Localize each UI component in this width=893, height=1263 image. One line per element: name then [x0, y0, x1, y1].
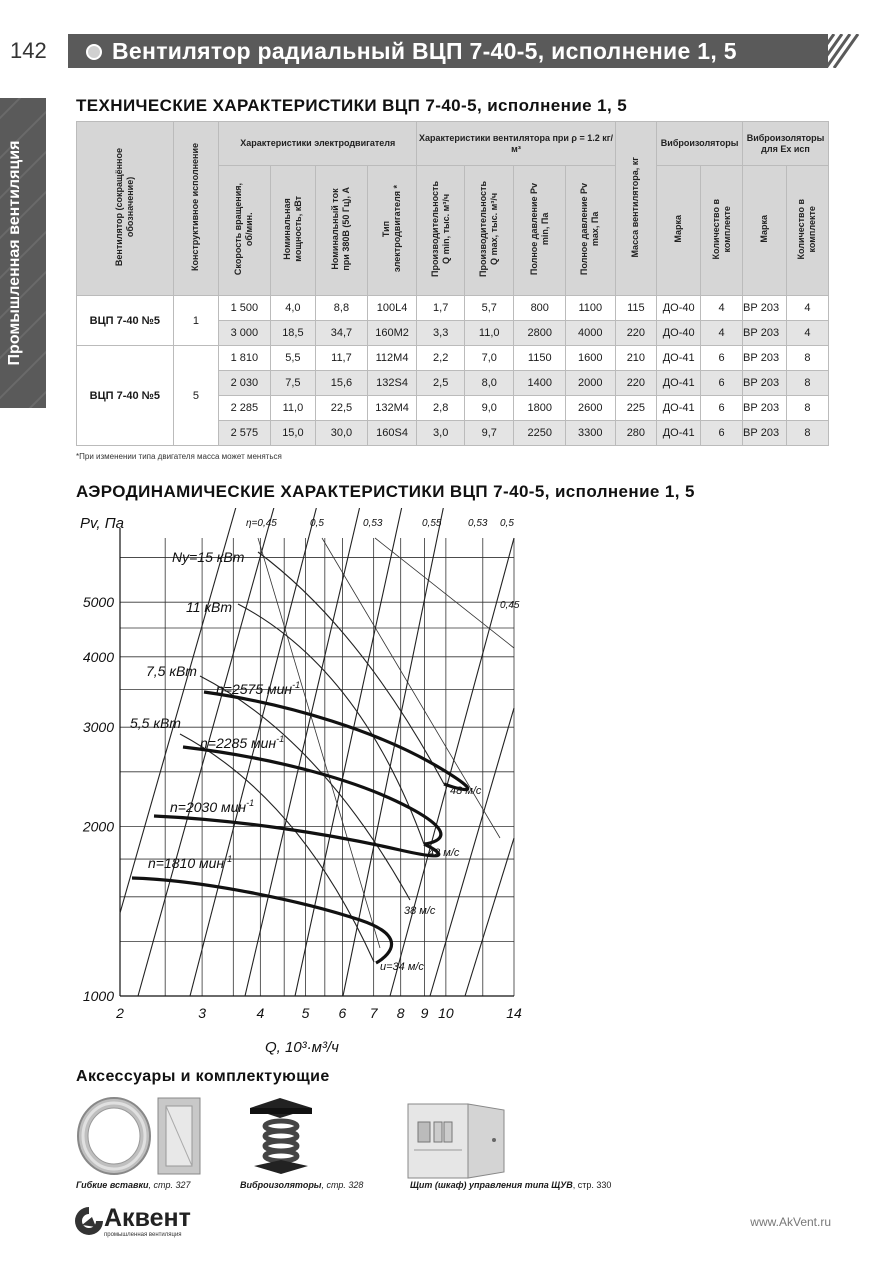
caption-cabinet: Щит (шкаф) управления типа ЩУВ, стр. 330	[410, 1180, 612, 1190]
superscript: -1	[276, 734, 285, 744]
table-cell: 11,0	[464, 321, 514, 346]
logo-subtitle: промышленная вентиляция	[104, 1232, 182, 1238]
th-vibex-group: Виброизоляторы для Ex исп	[743, 122, 829, 166]
table-cell: 8	[786, 346, 828, 371]
power-curve	[200, 676, 410, 900]
flex-insert-image	[74, 1094, 204, 1178]
velocity-label: 38 м/с	[404, 905, 436, 917]
x-tick-label: 6	[338, 1005, 347, 1021]
power-curve	[238, 604, 424, 844]
table-cell: 1 500	[219, 296, 270, 321]
table-cell: 6	[701, 371, 743, 396]
table-cell: 100L4	[367, 296, 417, 321]
table-cell: 6	[701, 421, 743, 446]
table-cell: ДО-41	[657, 371, 701, 396]
table-cell: ВР 203	[743, 296, 787, 321]
table-cell: 132S4	[367, 371, 417, 396]
table-cell: 210	[615, 346, 657, 371]
th-motor-group: Характеристики электродвигателя	[219, 122, 417, 166]
version-cell: 5	[173, 346, 218, 446]
th-vib-group: Виброизоляторы	[657, 122, 743, 166]
table-cell: 3 000	[219, 321, 270, 346]
th-qmin: Производительность Q min, тыс. м³/ч	[417, 166, 465, 296]
table-cell: 4000	[566, 321, 616, 346]
th-brand: Марка	[657, 166, 701, 296]
table-cell: 2000	[566, 371, 616, 396]
th-rpm: Скорость вращения, об/мин.	[219, 166, 270, 296]
system-ray	[465, 838, 514, 996]
superscript: -1	[292, 680, 301, 690]
efficiency-label: 0,53	[363, 518, 383, 529]
table-cell: ДО-40	[657, 321, 701, 346]
fan-name-cell: ВЦП 7-40 №5	[77, 346, 174, 446]
table-cell: 9,0	[464, 396, 514, 421]
footnote: *При изменении типа двигателя масса может меняться	[76, 452, 282, 461]
table-cell: 6	[701, 396, 743, 421]
table-cell: 8,8	[316, 296, 367, 321]
x-tick-label: 3	[198, 1005, 206, 1021]
x-tick-label: 8	[396, 1005, 405, 1021]
table-cell: ВР 203	[743, 371, 787, 396]
y-tick-label: 1000	[82, 988, 114, 1004]
table-cell: ДО-40	[657, 296, 701, 321]
th-qty: Количество в комплекте	[701, 166, 743, 296]
table-cell: 15,0	[270, 421, 316, 446]
th-current: Номинальный ток при 380В (50 Гц), А	[316, 166, 367, 296]
akvent-logo-icon	[74, 1205, 104, 1237]
velocity-label: u=34 м/с	[380, 961, 424, 973]
table-cell: 800	[514, 296, 566, 321]
x-tick-label: 10	[438, 1005, 454, 1021]
y-tick-label: 5000	[82, 594, 114, 611]
fan-name-cell: ВЦП 7-40 №5	[77, 296, 174, 346]
table-cell: 2600	[566, 396, 616, 421]
table-cell: 2 575	[219, 421, 270, 446]
table-cell: 4	[786, 296, 828, 321]
table-cell: ВР 203	[743, 421, 787, 446]
th-qty-ex: Количество в комплекте	[786, 166, 828, 296]
logo-text: Аквент	[104, 1204, 191, 1232]
table-cell: 4,0	[270, 296, 316, 321]
th-mass: Масса вентилятора, кг	[615, 122, 657, 296]
x-tick-label: 4	[256, 1005, 265, 1021]
th-fan-group: Характеристики вентилятора при ρ = 1.2 кг/м³	[417, 122, 615, 166]
table-cell: 1,7	[417, 296, 465, 321]
speed-curve-label: n=2285 мин$^{-1}$	[200, 734, 285, 751]
velocity-label: 48 м/с	[450, 785, 482, 797]
table-cell: 8	[786, 421, 828, 446]
speed-curve	[154, 816, 439, 856]
y-tick-label: 4000	[82, 648, 114, 665]
velocity-label: 42 м/с	[428, 847, 460, 859]
table-cell: 5,5	[270, 346, 316, 371]
speed-curve-label: n=2030 мин$^{-1}$	[170, 798, 255, 815]
tech-title: ТЕХНИЧЕСКИЕ ХАРАКТЕРИСТИКИ ВЦП 7-40-5, исполнение 1, 5	[76, 96, 628, 115]
table-cell: 1400	[514, 371, 566, 396]
th-pvmin: Полное давление Pv min, Па	[514, 166, 566, 296]
version-cell: 1	[173, 296, 218, 346]
website-link[interactable]: www.AkVent.ru	[750, 1215, 831, 1229]
superscript: -1	[224, 854, 233, 864]
table-cell: 2250	[514, 421, 566, 446]
th-power: Номинальная мощность, кВт	[270, 166, 316, 296]
table-cell: 7,0	[464, 346, 514, 371]
efficiency-line	[375, 538, 514, 648]
caption-vibro: Виброизоляторы, стр. 328	[240, 1180, 364, 1190]
vibration-isolator-image	[240, 1094, 320, 1178]
speed-curve-label: n=2575 мин$^{-1}$	[216, 680, 301, 697]
superscript: -1	[246, 798, 255, 808]
table-cell: 11,7	[316, 346, 367, 371]
efficiency-lines	[258, 538, 514, 948]
table-cell: 4	[701, 321, 743, 346]
table-cell: 2800	[514, 321, 566, 346]
table-cell: 11,0	[270, 396, 316, 421]
table-cell: 1150	[514, 346, 566, 371]
table-cell: 30,0	[316, 421, 367, 446]
table-cell: 2 285	[219, 396, 270, 421]
side-tab-label: Промышленная вентиляция	[6, 140, 23, 366]
efficiency-label: η=0,45	[246, 518, 277, 529]
fan-rays	[120, 508, 514, 996]
caption-flex-inserts: Гибкие вставки, стр. 327	[76, 1180, 191, 1190]
efficiency-label: 0,5	[310, 518, 324, 529]
power-label: Nу=15 кВт	[172, 549, 245, 565]
table-cell: ВР 203	[743, 346, 787, 371]
efficiency-label: 0,53	[468, 518, 488, 529]
table-cell: 34,7	[316, 321, 367, 346]
table-cell: ДО-41	[657, 346, 701, 371]
aero-title: АЭРОДИНАМИЧЕСКИЕ ХАРАКТЕРИСТИКИ ВЦП 7-40-5, исполнение 1, 5	[76, 482, 695, 501]
table-cell: 3300	[566, 421, 616, 446]
bullet-icon	[86, 44, 102, 60]
table-cell: 3,0	[417, 421, 465, 446]
power-label: 5,5 кВт	[130, 715, 181, 731]
x-tick-label: 7	[369, 1005, 378, 1021]
side-tab	[0, 98, 46, 408]
system-ray	[390, 538, 514, 996]
power-label: 11 кВт	[186, 599, 233, 615]
table-cell: 2,8	[417, 396, 465, 421]
table-cell: 115	[615, 296, 657, 321]
th-version: Конструктивное исполнение	[173, 122, 218, 296]
y-axis-label: Pv, Па	[80, 515, 124, 532]
th-fan: Вентилятор (сокращённое обозначение)	[77, 122, 174, 296]
table-cell: 1600	[566, 346, 616, 371]
y-tick-label: 2000	[82, 818, 114, 835]
page-title: Вентилятор радиальный ВЦП 7-40-5, исполнение 1, 5	[112, 38, 737, 64]
th-pvmax: Полное давление Pv max, Па	[566, 166, 616, 296]
table-cell: ВР 203	[743, 396, 787, 421]
efficiency-label: 0,45	[500, 600, 520, 611]
efficiency-label: 0,5	[500, 518, 514, 529]
table-cell: 132M4	[367, 396, 417, 421]
table-cell: 8,0	[464, 371, 514, 396]
table-cell: 9,7	[464, 421, 514, 446]
x-tick-label: 5	[301, 1005, 310, 1021]
table-cell: 3,3	[417, 321, 465, 346]
x-tick-label: 2	[116, 1005, 124, 1021]
th-brand-ex: Марка	[743, 166, 787, 296]
x-axis-label: Q, 10³·м³/ч	[265, 1039, 339, 1056]
chart-labels	[80, 515, 522, 1056]
table-cell: 7,5	[270, 371, 316, 396]
table-row	[77, 296, 829, 321]
speed-curve-label: n=1810 мин$^{-1}$	[148, 854, 233, 871]
table-cell: 4	[786, 321, 828, 346]
spec-body	[77, 296, 829, 446]
table-cell: 1 810	[219, 346, 270, 371]
table-cell: 1100	[566, 296, 616, 321]
table-cell: 22,5	[316, 396, 367, 421]
control-cabinet-image	[404, 1100, 508, 1180]
y-tick-label: 3000	[82, 719, 114, 736]
power-label: 7,5 кВт	[146, 663, 197, 679]
table-cell: 1800	[514, 396, 566, 421]
x-tick-label: 9	[420, 1005, 429, 1021]
table-row	[77, 346, 829, 371]
table-cell: 15,6	[316, 371, 367, 396]
system-ray	[120, 508, 270, 913]
th-qmax: Производительность Q max, тыс. м³/ч	[464, 166, 514, 296]
table-cell: 160S4	[367, 421, 417, 446]
table-cell: 2,5	[417, 371, 465, 396]
table-cell: 18,5	[270, 321, 316, 346]
table-cell: 8	[786, 396, 828, 421]
table-cell: 220	[615, 371, 657, 396]
accessories-title: Аксессуары и комплектующие	[76, 1068, 330, 1085]
table-cell: ДО-41	[657, 421, 701, 446]
table-cell: 2 030	[219, 371, 270, 396]
table-cell: 160M2	[367, 321, 417, 346]
speed-curve	[183, 747, 441, 844]
table-cell: 2,2	[417, 346, 465, 371]
table-cell: 280	[615, 421, 657, 446]
table-cell: 6	[701, 346, 743, 371]
spec-table	[76, 121, 829, 446]
table-cell: 4	[701, 296, 743, 321]
table-cell: ВР 203	[743, 321, 787, 346]
aero-chart	[60, 508, 540, 1060]
table-cell: 225	[615, 396, 657, 421]
table-cell: 112M4	[367, 346, 417, 371]
table-cell: 8	[786, 371, 828, 396]
table-cell: ДО-41	[657, 396, 701, 421]
x-tick-label: 14	[506, 1005, 522, 1021]
th-motor-type: Тип электродвигателя *	[367, 166, 417, 296]
table-cell: 5,7	[464, 296, 514, 321]
table-cell: 220	[615, 321, 657, 346]
page-number: 142	[10, 38, 47, 63]
efficiency-label: 0,55	[422, 518, 442, 529]
